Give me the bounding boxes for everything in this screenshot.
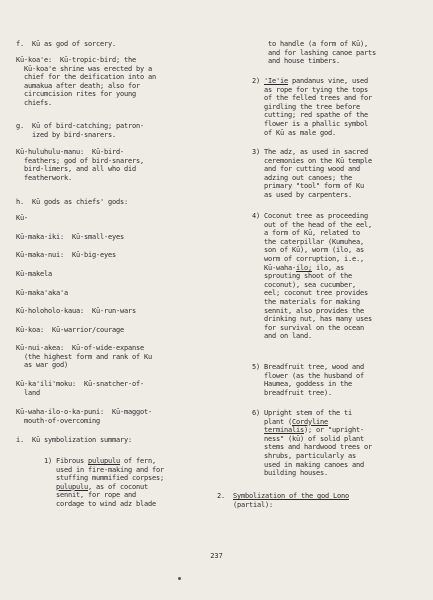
- entry-ku-koae: Kū-koa'e: Kū-tropic-bird; the Kū-koa'e shrine was erected by a chief for the deification into an aumakua after death; also for circumcision rites for young chiefs.: [16, 56, 156, 107]
- symbol-item-2: 2) 'Ie'ie pandanus vine, used as rope for tying the tops of the felled trees and for girdling the tree before cutting; red spathe of the flower is a phallic symbol of Kū as male god.: [252, 77, 372, 137]
- entry-ku-waha-ilo: Kū-waha-ilo-o-ka-puni: Kū-maggot- mouth-of-overcoming: [16, 408, 152, 425]
- entry-ku-maka-iki: Kū-maka-iki: Kū-small-eyes: [16, 233, 124, 241]
- entry-ku-nui-akea: Kū-nui-akea: Kū-of-wide-expanse (the highest form and rank of Ku as war god): [16, 344, 152, 370]
- entry-ku-holoholo-kaua: Kū-holoholo-kaua: Kū-run-wars: [16, 307, 136, 315]
- entry-ku: Kū-: [16, 214, 28, 222]
- entry-ku-maka-nui: Kū-maka-nui: Kū-big-eyes: [16, 251, 116, 259]
- symbol-item-3: 3) The adz, as used in sacred ceremonies on the Kū temple and for cutting wood and adzing out canoes; the primary "tool" form of Ku as used by carpenters.: [252, 148, 372, 199]
- symbol-item-6: 6) Upright stem of the ti plant (Cordyline terminalis); or "upright- ness" (kū) of solid plant stems and hardwood trees or shrubs, particularly as used in making canoes and building houses.: [252, 409, 372, 478]
- entry-ku-makela: Kū-makela: [16, 270, 52, 278]
- entry-ku-maka-aka: Kū-maka'aka'a: [16, 289, 68, 297]
- page-number: 237: [210, 552, 223, 560]
- section-2-heading: 2. Symbolization of the god Lono (partial):: [217, 492, 349, 509]
- symbol-item-1: 1) Fibrous pulupulu of fern, used in fire-making and for stuffing mummified corpses; pulupulu, as of coconut sennit, for rope and cordage to wind adz blade: [44, 457, 164, 508]
- entry-ku-koa: Kū-koa: Kū-warrior/courage: [16, 326, 124, 334]
- entry-ku-huluhulu-manu: Kū-huluhulu-manu: Kū-bird- feathers; god of bird-snarers, bird-limers, and all who did featherwork.: [16, 148, 144, 182]
- item-i: i. Kū symbolization summary:: [16, 436, 132, 444]
- symbol-item-5: 5) Breadfruit tree, wood and flower (as the husband of Haumea, goddess in the breadfruit tree).: [252, 363, 364, 397]
- item-1-continued: to handle (a form of Kū), and for lashing canoe parts and house timbers.: [268, 40, 376, 66]
- entry-ku-kaili-moku: Kū-ka'ili'moku: Kū-snatcher-of- land: [16, 380, 144, 397]
- item-g: g. Kū of bird-catching; patron- ized by bird-snarers.: [16, 122, 144, 139]
- scan-speck: [178, 577, 181, 580]
- item-h: h. Kū gods as chiefs' gods:: [16, 198, 128, 206]
- symbol-item-4: 4) Coconut tree as proceeding out of the head of the eel, a form of Kū, related to the caterpillar (Kumuhea, son of Kū), worm (ilo, as worm of corruption, i.e., Kū-waha-ilo; ilo, as sprouting shoot of the coconut), sea cucumber, eel; coconut tree provides the materials for making sennit, also provides the drinking nut, has many uses for survival on the ocean and on land.: [252, 212, 372, 341]
- item-f: f. Kū as god of sorcery.: [16, 40, 116, 48]
